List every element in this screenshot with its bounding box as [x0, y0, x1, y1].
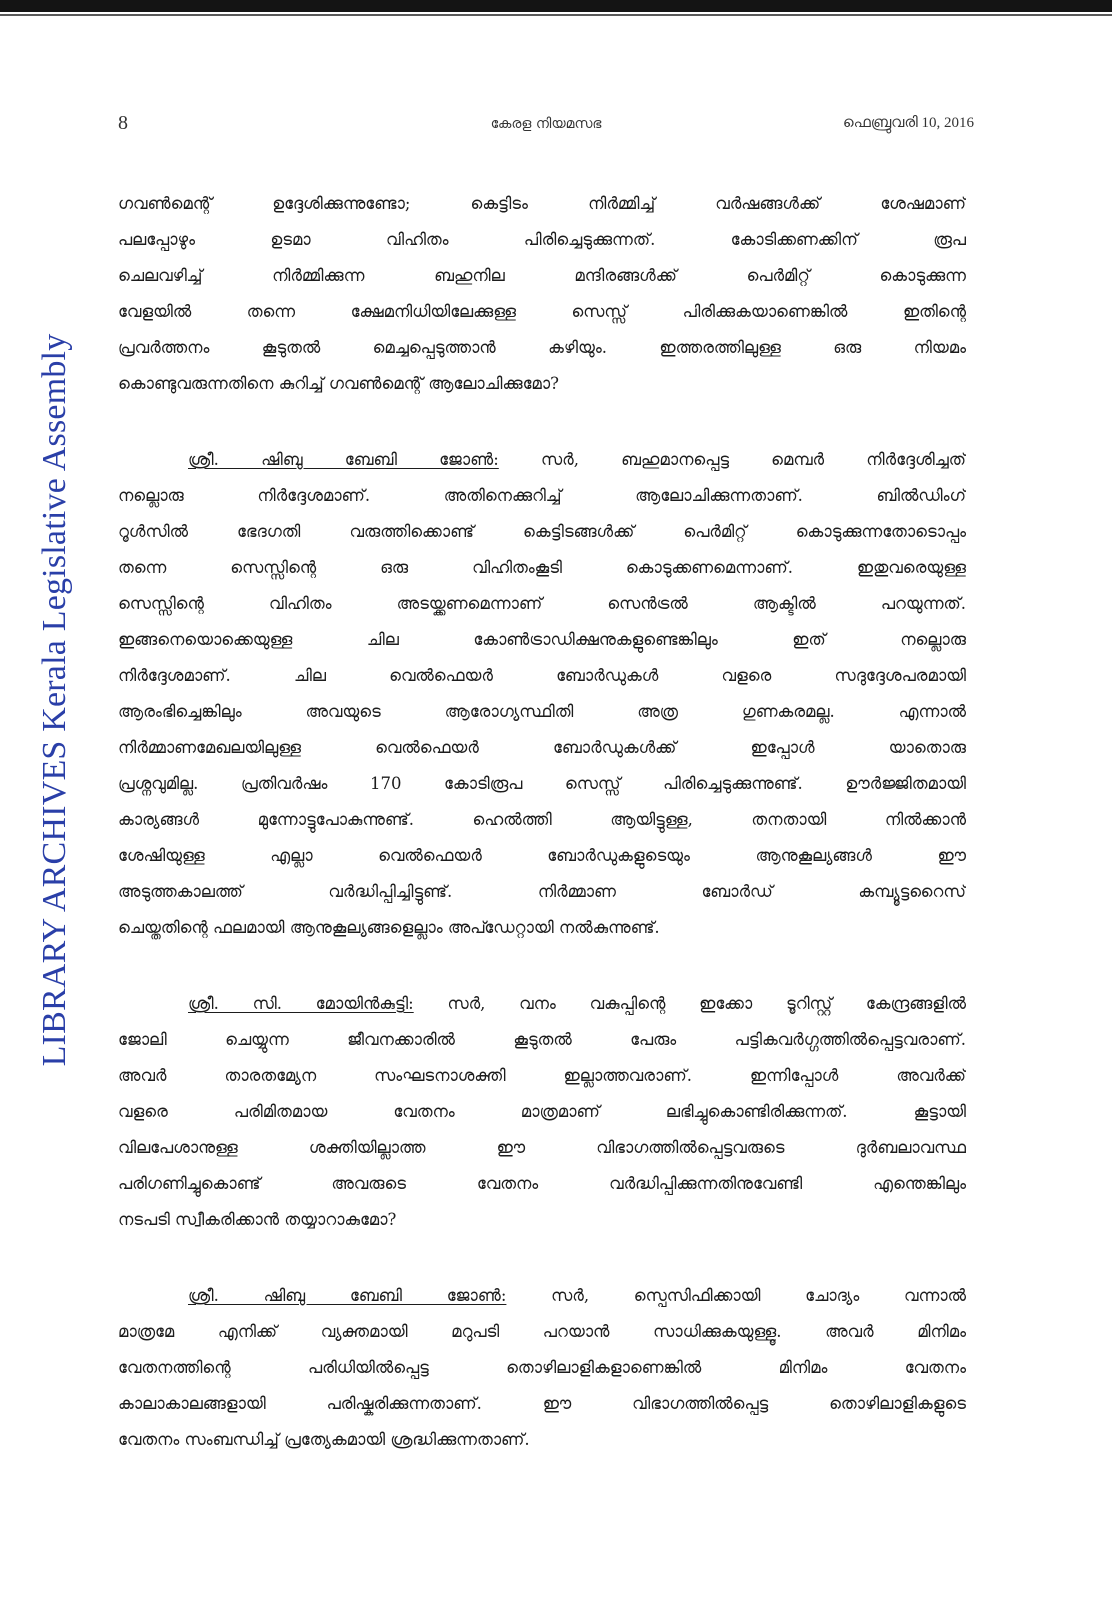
- text-line: പ്രവർത്തനം കൂടുതൽ മെച്ചപ്പെടുത്താൻ കഴിയും. ഇത്തരത്തിലുള്ള ഒരു നിയമം: [118, 338, 966, 357]
- text-line: കൊണ്ടുവരുന്നതിനെ കുറിച്ച് ഗവൺമെന്റ് ആലോചിക്കുമോ?: [118, 374, 559, 393]
- text-line: ഗവൺമെന്റ് ഉദ്ദേശിക്കുന്നുണ്ടോ; കെട്ടിടം നിർമ്മിച്ച് വർഷങ്ങൾക്ക് ശേഷമാണ്: [118, 194, 966, 213]
- page-number: 8: [118, 112, 128, 134]
- text-line: സർ, വനം വകുപ്പിന്റെ ഇക്കോ ടൂറിസ്റ്റ് കേന്ദ്രങ്ങളിൽ: [447, 994, 966, 1013]
- text-line: തന്നെ സെസ്സിന്റെ ഒരു വിഹിതംകൂടി കൊടുക്കണമെന്നാണ്. ഇതുവരെയുള്ള: [118, 558, 966, 577]
- text-line: ആരംഭിച്ചെങ്കിലും അവയുടെ ആരോഗ്യസ്ഥിതി അത്ര ഗുണകരമല്ല. എന്നാൽ: [118, 702, 966, 721]
- speaker-name: ശ്രീ. ഷിബു ബേബി ജോൺ:: [188, 1286, 507, 1305]
- text-line: പ്രശ്നവുമില്ല. പ്രതിവർഷം 170 കോടിരൂപ സെസ്സ് പിരിച്ചെടുക്കുന്നുണ്ട്. ഊർജ്ജിതമായി: [118, 774, 966, 793]
- paragraph-answer-minister-2: [118, 1278, 966, 1458]
- speaker-name: ശ്രീ. ഷിബു ബേബി ജോൺ:: [188, 450, 499, 469]
- text-line: നിർമ്മാണമേഖലയിലുള്ള വെൽഫെയർ ബോർഡുകൾക്ക് ഇപ്പോൾ യാതൊരു: [118, 738, 966, 757]
- text-line: ശേഷിയുള്ള എല്ലാ വെൽഫെയർ ബോർഡുകളുടെയും ആനുകൂല്യങ്ങൾ ഈ: [118, 846, 966, 865]
- text-line-with-speaker: [118, 442, 966, 478]
- text-line: വേളയിൽ തന്നെ ക്ഷേമനിധിയിലേക്കുള്ള സെസ്സ് പിരിക്കുകയാണെങ്കിൽ ഇതിന്റെ: [118, 302, 966, 321]
- page-date: ഫെബ്രുവരി 10, 2016: [842, 115, 974, 131]
- text-line: ജോലി ചെയ്യുന്ന ജീവനക്കാരിൽ കൂടുതൽ പേരും പട്ടികവർഗ്ഗത്തിൽപ്പെട്ടവരാണ്.: [118, 1030, 966, 1049]
- text-line: പരിഗണിച്ചുകൊണ്ട് അവരുടെ വേതനം വർദ്ധിപ്പിക്കുന്നതിനുവേണ്ടി എന്തെങ്കിലും: [118, 1174, 966, 1193]
- text-line: മാത്രമേ എനിക്ക് വ്യക്തമായി മറുപടി പറയാൻ സാധിക്കുകയുള്ളൂ. അവർ മിനിമം: [118, 1322, 966, 1341]
- text-line: ചെലവഴിച്ച് നിർമ്മിക്കുന്ന ബഹുനില മന്ദിരങ്ങൾക്ക് പെർമിറ്റ് കൊടുക്കുന്ന: [118, 266, 966, 285]
- top-border-rule: [0, 0, 1112, 12]
- text-line-with-speaker: [118, 986, 966, 1022]
- speaker-name: ശ്രീ. സി. മോയിൻകുട്ടി:: [188, 994, 414, 1013]
- text-line: വളരെ പരിമിതമായ വേതനം മാത്രമാണ് ലഭിച്ചുകൊണ്ടിരിക്കുന്നത്. കൂട്ടായി: [118, 1102, 966, 1121]
- text-line: ചെയ്തതിന്റെ ഫലമായി ആനുകൂല്യങ്ങളെല്ലാം അപ്ഡേറ്റായി നൽകുന്നുണ്ട്.: [118, 918, 660, 937]
- journal-name: കേരള നിയമസഭ: [490, 116, 602, 132]
- text-line: അടുത്തകാലത്ത് വർദ്ധിപ്പിച്ചിട്ടുണ്ട്. നിർമ്മാണ ബോർഡ് കമ്പ്യൂട്ടറൈസ്: [118, 882, 966, 901]
- paragraph-question-member: [118, 986, 966, 1238]
- text-line: സെസ്സിന്റെ വിഹിതം അടയ്ക്കണമെന്നാണ് സെൻട്രൽ ആക്ടിൽ പറയുന്നത്.: [118, 594, 966, 613]
- text-line: കാര്യങ്ങൾ മുന്നോട്ടുപോകുന്നുണ്ട്. ഹെൽത്തി ആയിട്ടുള്ള, തനതായി നിൽക്കാൻ: [118, 810, 966, 829]
- paragraph-question-continued: [118, 186, 966, 402]
- text-line: നല്ലൊരു നിർദ്ദേശമാണ്. അതിനെക്കുറിച്ച് ആലോചിക്കുന്നതാണ്. ബിൽഡിംഗ്: [118, 486, 966, 505]
- text-line: വേതനത്തിന്റെ പരിധിയിൽപ്പെട്ട തൊഴിലാളികളാണെങ്കിൽ മിനിമം വേതനം: [118, 1358, 966, 1377]
- text-line: അവർ താരതമ്യേന സംഘടനാശക്തി ഇല്ലാത്തവരാണ്. ഇന്നിപ്പോൾ അവർക്ക്: [118, 1066, 966, 1085]
- text-line: വിലപേശാനുള്ള ശക്തിയില്ലാത്ത ഈ വിഭാഗത്തിൽപ്പെട്ടവരുടെ ദുർബലാവസ്ഥ: [118, 1138, 966, 1157]
- text-line: വേതനം സംബന്ധിച്ച് പ്രത്യേകമായി ശ്രദ്ധിക്കുന്നതാണ്.: [118, 1430, 530, 1449]
- text-line: നിർദ്ദേശമാണ്. ചില വെൽഫെയർ ബോർഡുകൾ വളരെ സദുദ്ദേശപരമായി: [118, 666, 966, 685]
- text-line: സർ, സ്പെസിഫിക്കായി ചോദ്യം വന്നാൽ: [551, 1286, 966, 1305]
- text-line: സർ, ബഹുമാനപ്പെട്ട മെമ്പർ നിർദ്ദേശിച്ചത്: [541, 450, 966, 469]
- text-line: പലപ്പോഴും ഉടമാ വിഹിതം പിരിച്ചെടുക്കുന്നത്. കോടിക്കണക്കിന് രൂപ: [118, 230, 966, 249]
- text-line-with-speaker: [118, 1278, 966, 1314]
- page-body: [118, 186, 966, 1458]
- running-header: [118, 112, 974, 142]
- text-line: നടപടി സ്വീകരിക്കാൻ തയ്യാറാകുമോ?: [118, 1210, 397, 1229]
- top-border-rule-thin: [0, 14, 1112, 16]
- paragraph-answer-minister: [118, 442, 966, 946]
- library-archives-watermark: LIBRARY ARCHIVES Kerala Legislative Assembly: [36, 333, 73, 1067]
- text-line: കാലാകാലങ്ങളായി പരിഷ്കരിക്കുന്നതാണ്. ഈ വിഭാഗത്തിൽപ്പെട്ട തൊഴിലാളികളുടെ: [118, 1394, 966, 1413]
- text-line: ഇങ്ങനെയൊക്കെയുള്ള ചില കോൺട്രാഡിക്ഷനുകളുണ്ടെങ്കിലും ഇത് നല്ലൊരു: [118, 630, 966, 649]
- text-line: റൂൾസിൽ ഭേദഗതി വരുത്തിക്കൊണ്ട് കെട്ടിടങ്ങൾക്ക് പെർമിറ്റ് കൊടുക്കുന്നതോടൊപ്പം: [118, 522, 966, 541]
